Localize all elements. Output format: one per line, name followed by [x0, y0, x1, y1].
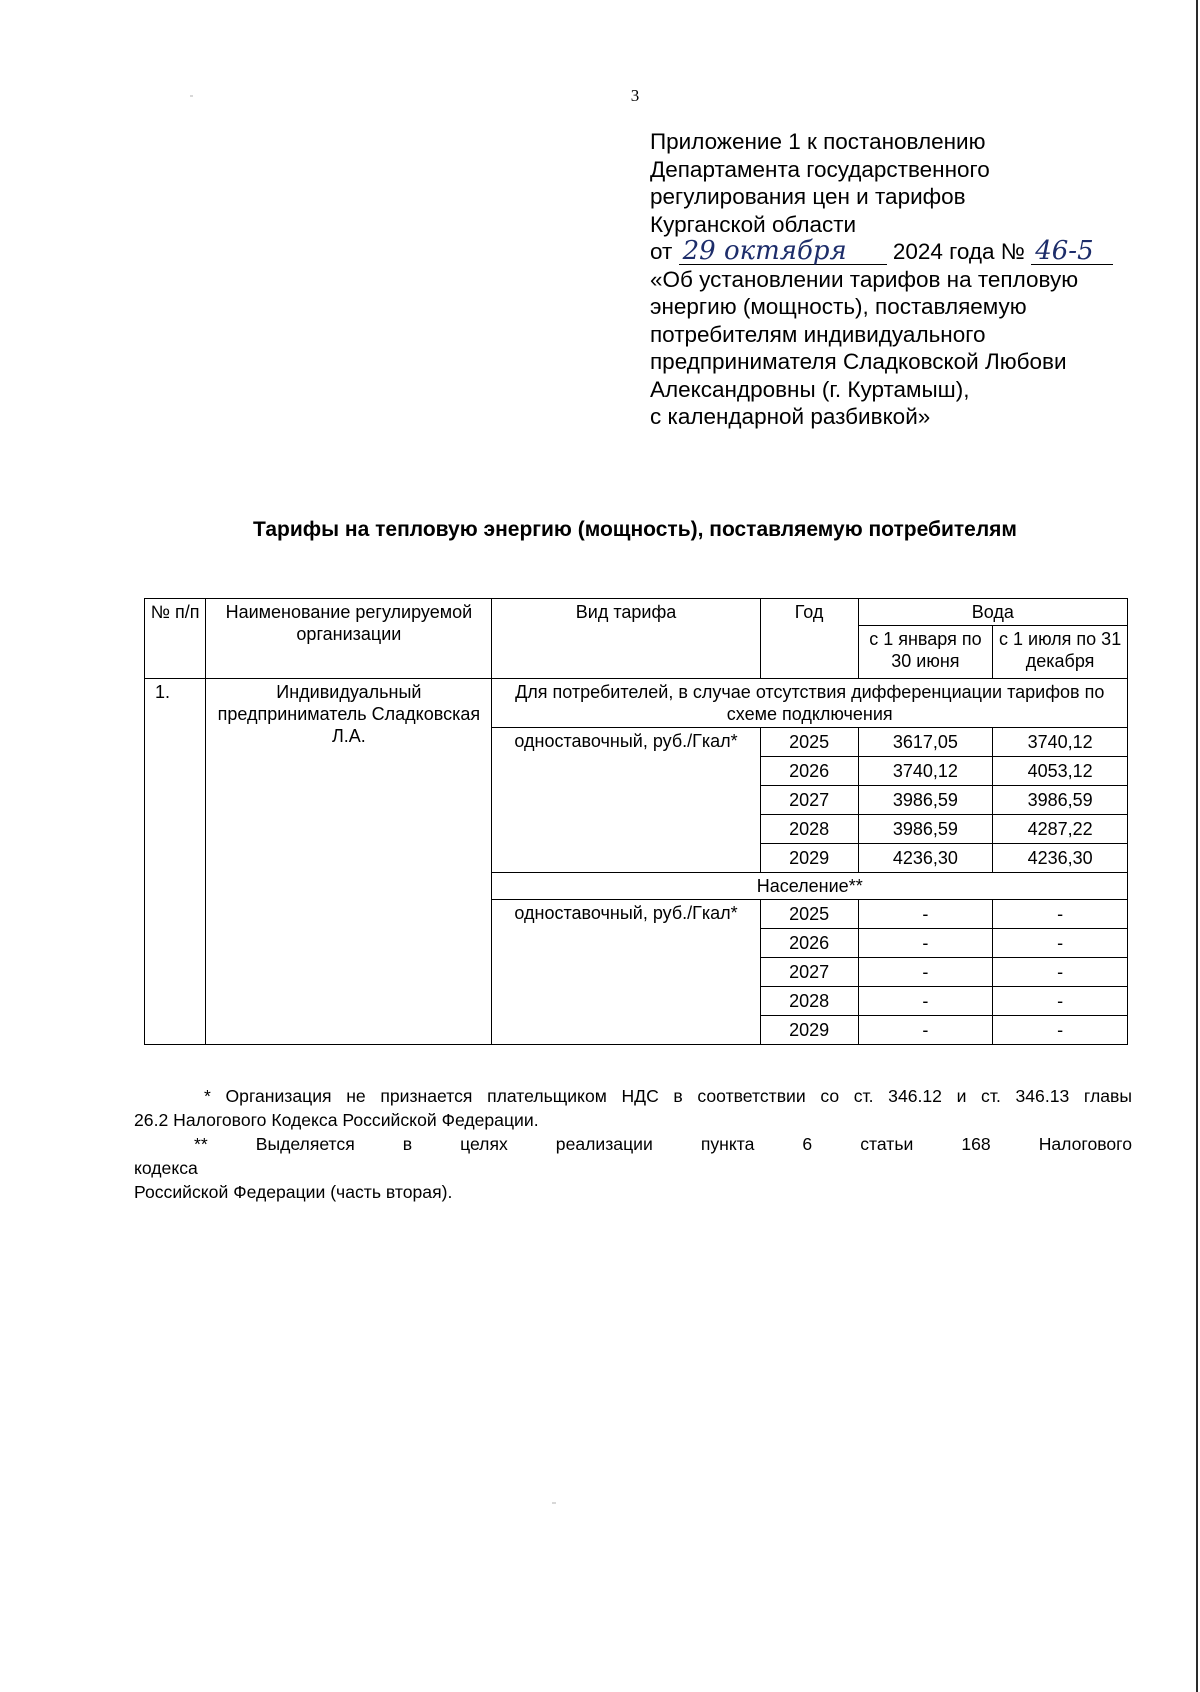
- year-cell: 2026: [760, 757, 858, 786]
- appendix-line: регулирования цен и тарифов: [650, 184, 966, 209]
- header-water: Вода: [858, 599, 1127, 626]
- year-cell: 2027: [760, 958, 858, 987]
- footnote-text: * Организация не признается плательщиком НДС в соответствии со ст. 346.12 и ст. 346.13 главы: [204, 1086, 1132, 1106]
- appendix-date-line: [650, 238, 1170, 266]
- footnote-2-line-2: Российской Федерации (часть вторая).: [134, 1182, 453, 1202]
- appendix-line: Департамента государственного: [650, 156, 990, 182]
- year-cell: 2026: [760, 929, 858, 958]
- year-cell: 2028: [760, 987, 858, 1016]
- table-header-row: [145, 599, 1128, 626]
- subject-line: потребителям индивидуального: [650, 321, 986, 347]
- subject-line: Александровны (г. Куртамыш),: [650, 376, 970, 402]
- group-label: Население**: [492, 873, 1128, 900]
- header-org: Наименование регулируемой организации: [206, 599, 492, 679]
- row-number: 1.: [145, 679, 206, 1045]
- tariff-type: одноставочный, руб./Гкал*: [492, 900, 760, 1045]
- year-cell: 2029: [760, 1016, 858, 1045]
- value-cell: 3986,59: [993, 786, 1128, 815]
- appendix-header: [650, 128, 1170, 431]
- value-cell: 4236,30: [993, 844, 1128, 873]
- subject-line: энергию (мощность), поставляемую: [650, 294, 1027, 319]
- value-cell: -: [993, 958, 1128, 987]
- date-prefix: от: [650, 239, 673, 264]
- scan-edge: [1196, 0, 1198, 1692]
- value-cell: -: [993, 900, 1128, 929]
- value-cell: 3740,12: [993, 728, 1128, 757]
- handwritten-number: 46-5: [1031, 238, 1113, 265]
- value-cell: 3986,59: [858, 786, 993, 815]
- organization-name: Индивидуальный предприниматель Сладковская Л.А.: [206, 679, 492, 1045]
- footnote-1-line-1: [134, 1084, 1132, 1108]
- value-cell: 3617,05: [858, 728, 993, 757]
- footnote-1-line-2: 26.2 Налогового Кодекса Российской Федерации.: [134, 1110, 539, 1130]
- value-cell: -: [858, 900, 993, 929]
- value-cell: -: [993, 987, 1128, 1016]
- year-text: 2024 года №: [892, 239, 1025, 264]
- header-num: № п/п: [145, 599, 206, 679]
- header-period-1: с 1 января по 30 июня: [858, 626, 993, 679]
- subject-line: предпринимателя Сладковской Любови: [650, 349, 1067, 374]
- value-cell: -: [993, 1016, 1128, 1045]
- value-cell: -: [858, 958, 993, 987]
- tariff-type: одноставочный, руб./Гкал*: [492, 728, 760, 873]
- value-cell: 4287,22: [993, 815, 1128, 844]
- header-year: Год: [760, 599, 858, 679]
- value-cell: 3986,59: [858, 815, 993, 844]
- value-cell: -: [858, 929, 993, 958]
- page-number: 3: [630, 86, 640, 105]
- scan-speck: [552, 1502, 556, 1504]
- value-cell: 3740,12: [858, 757, 993, 786]
- year-cell: 2027: [760, 786, 858, 815]
- tariff-table: [144, 598, 1128, 1045]
- value-cell: 4236,30: [858, 844, 993, 873]
- subject-line: с календарной разбивкой»: [650, 404, 931, 429]
- table-row: [145, 679, 1128, 728]
- year-cell: 2025: [760, 900, 858, 929]
- value-cell: 4053,12: [993, 757, 1128, 786]
- footnote-text: ** Выделяется в целях реализации пункта 6 статьи 168 Налогового кодекса: [134, 1134, 1132, 1178]
- group-label: Для потребителей, в случае отсутствия дифференциации тарифов по схеме подключения: [492, 679, 1128, 728]
- header-type: Вид тарифа: [492, 599, 760, 679]
- footnote-2-line-1: [134, 1132, 1132, 1180]
- subject-line: «Об установлении тарифов на тепловую: [650, 266, 1079, 292]
- value-cell: -: [858, 987, 993, 1016]
- footnotes: [134, 1084, 1132, 1204]
- document-title: Тарифы на тепловую энергию (мощность), поставляемую потребителям: [253, 518, 1017, 541]
- value-cell: -: [858, 1016, 993, 1045]
- appendix-line: Курганской области: [650, 211, 857, 237]
- year-cell: 2025: [760, 728, 858, 757]
- year-cell: 2028: [760, 815, 858, 844]
- value-cell: -: [993, 929, 1128, 958]
- header-period-2: с 1 июля по 31 декабря: [993, 626, 1128, 679]
- handwritten-date: 29 октября: [679, 238, 887, 265]
- appendix-line: Приложение 1 к постановлению: [650, 129, 986, 154]
- year-cell: 2029: [760, 844, 858, 873]
